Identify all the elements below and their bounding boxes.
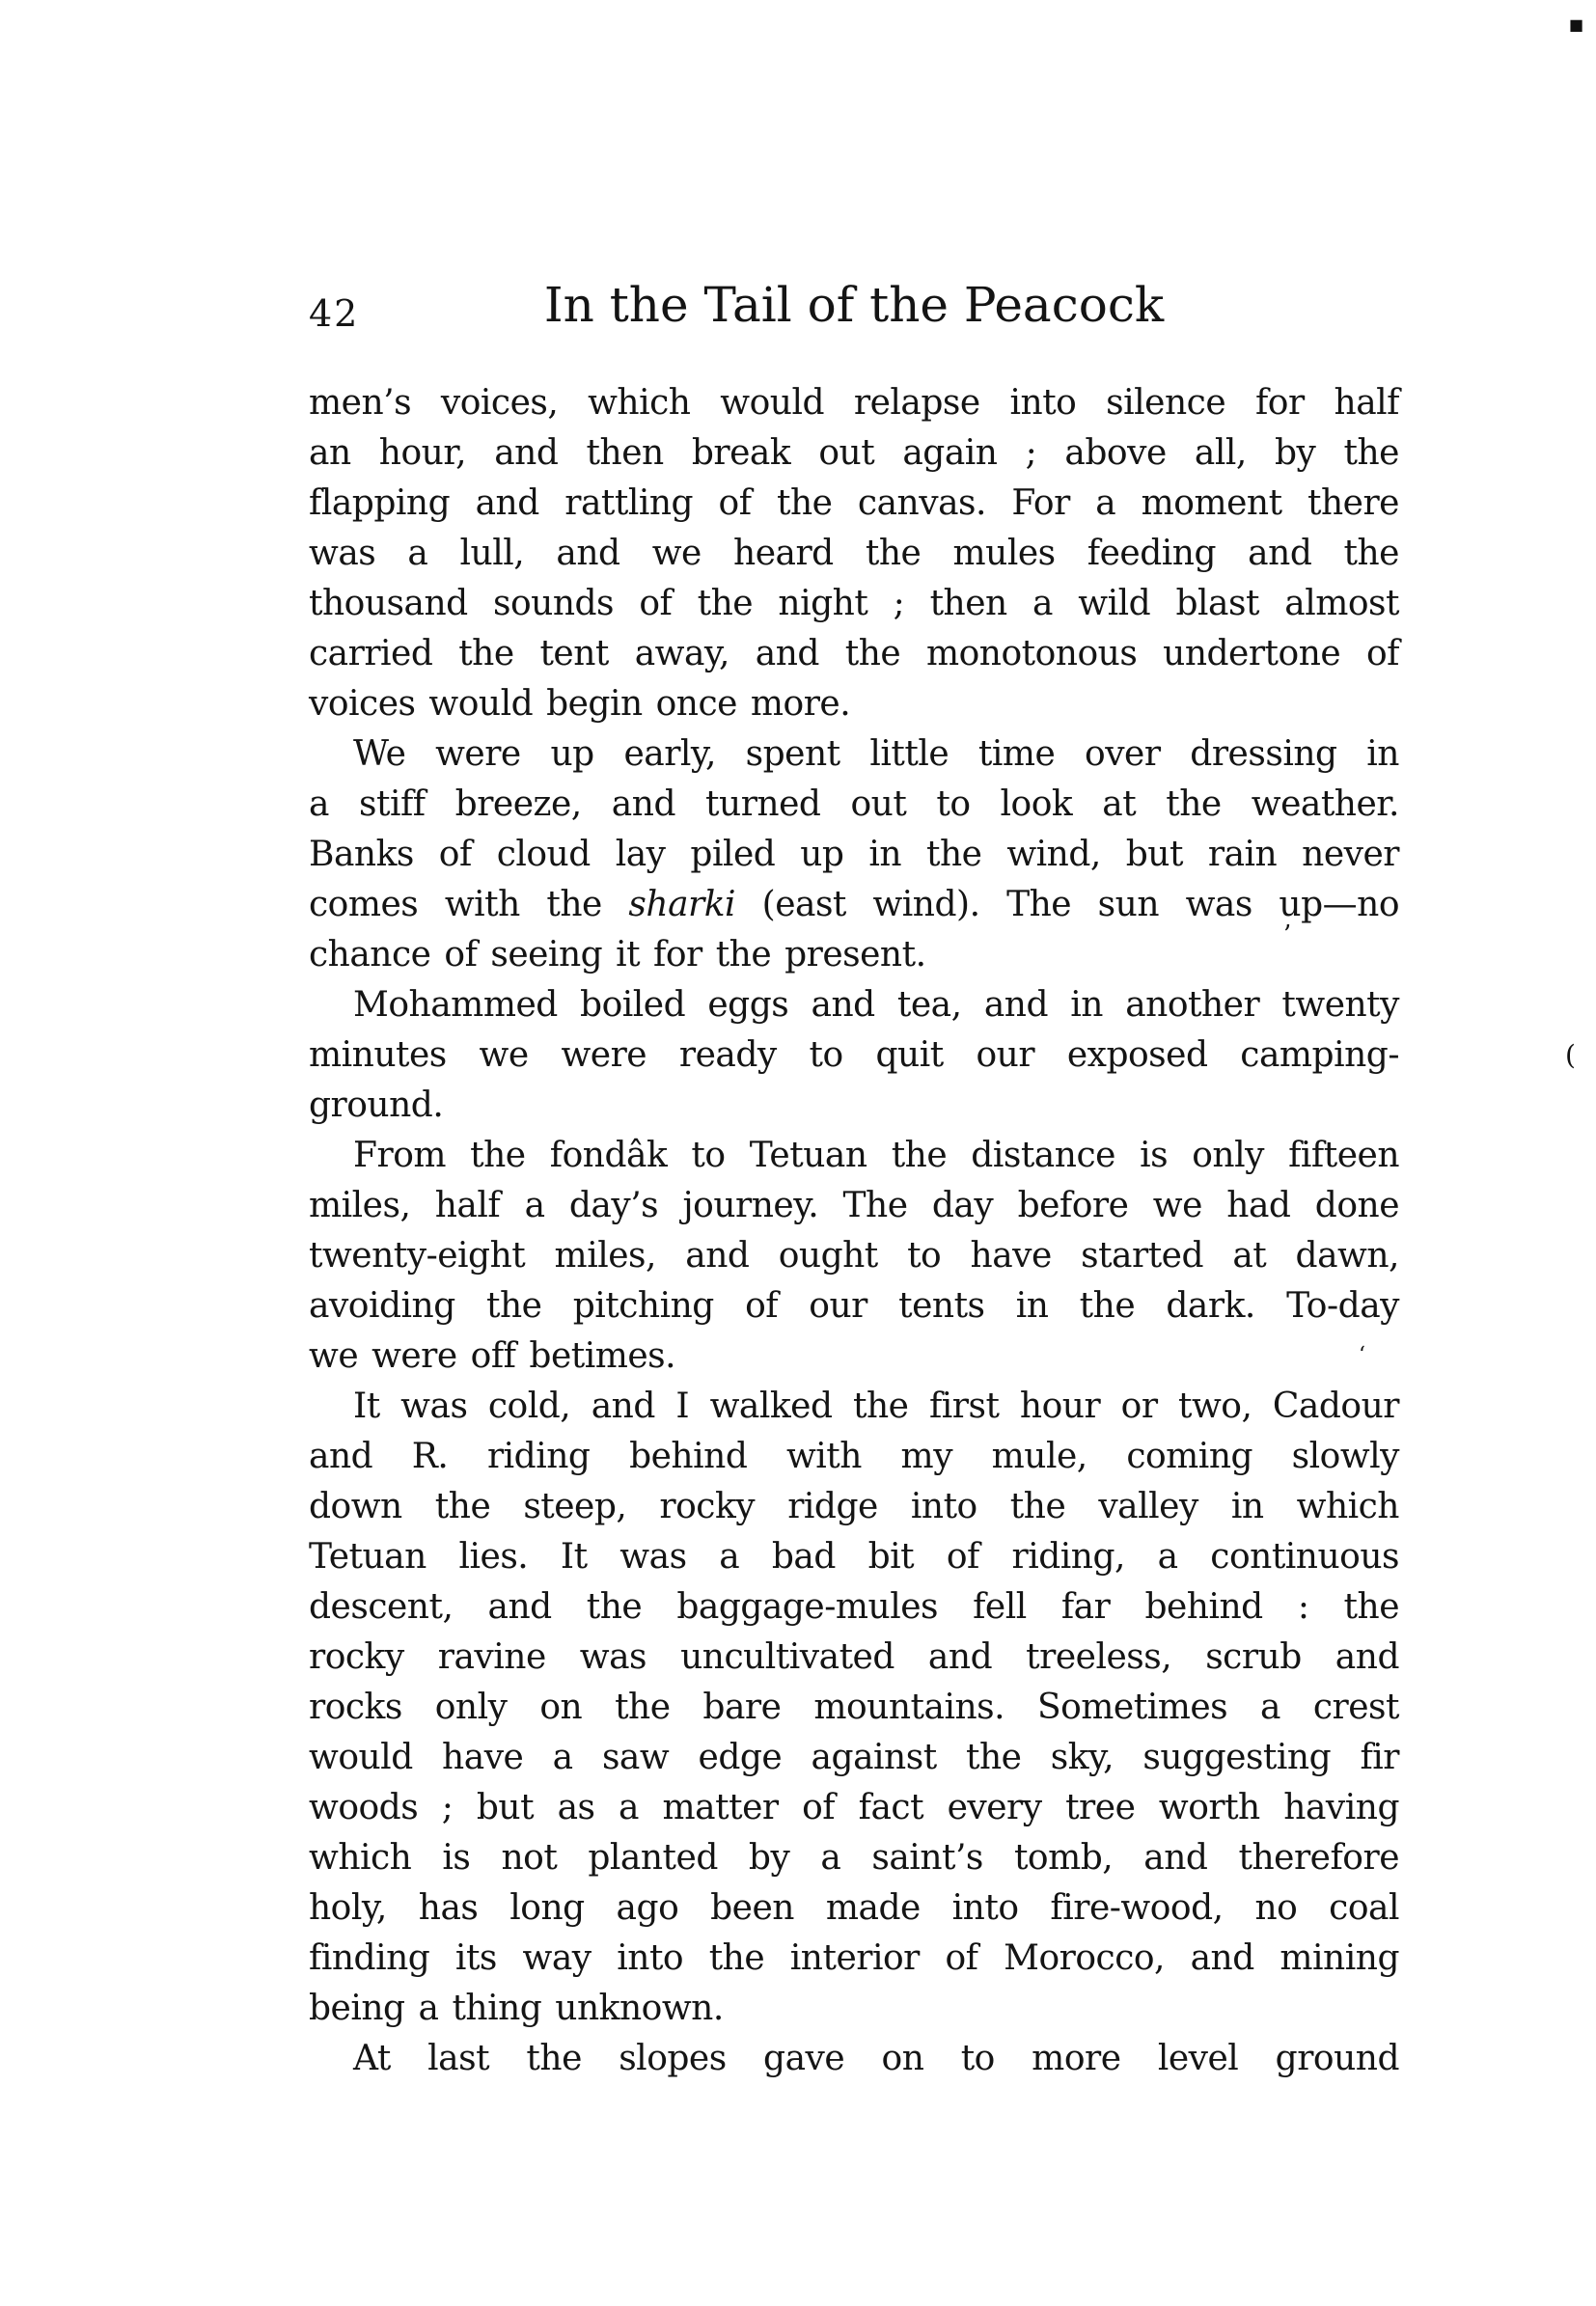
text-segment: which is not planted by a saint’s tomb, and therefore [309,1838,1399,1878]
page-number: 42 [309,292,360,335]
text-line [309,1281,1399,1331]
text-line [309,1432,1399,1482]
text-segment: Banks of cloud lay piled up in the wind, but rain never [309,835,1399,874]
text-line [309,1984,1399,2034]
text-segment: was a lull, and we heard the mules feeding and the [309,534,1399,573]
text-segment: holy, has long ago been made into fire-wood, no coal [309,1888,1399,1928]
text-line [309,2034,1399,2084]
text-line [309,980,1399,1030]
text-line [309,1081,1399,1131]
text-line [309,1030,1399,1081]
stray-tick-mark: ‘ [1359,1343,1365,1367]
text-line [309,1331,1399,1382]
text-line [309,428,1399,479]
text-line [309,579,1399,629]
text-line [309,830,1399,880]
text-segment: It was cold, and I walked the first hour or two, Cadour [353,1386,1399,1426]
text-line [309,1181,1399,1231]
text-segment: At last the slopes gave on to more level ground [353,2039,1399,2078]
text-segment: being a thing unknown. [309,1989,724,2028]
text-line [309,1633,1399,1683]
text-segment: and R. riding behind with my mule, coming slowly [309,1437,1399,1476]
body-text [309,378,1399,2084]
text-segment: we were off betimes. [309,1336,676,1376]
ink-blot: ■ [1569,15,1584,34]
text-line [309,880,1399,930]
text-segment: down the steep, rocky ridge into the valley in which [309,1487,1399,1526]
text-segment: chance of seeing it for the present. [309,935,926,975]
text-segment: flapping and rattling of the canvas. For a moment there [309,483,1399,523]
text-line [309,1883,1399,1934]
text-line [309,378,1399,428]
text-segment: voices would begin once more. [309,684,851,724]
text-segment: an hour, and then break out again ; above all, by the [309,433,1399,473]
text-segment: ground. [309,1085,444,1125]
text-segment: finding its way into the interior of Morocco, and mining [309,1938,1399,1978]
text-segment: Mohammed boiled eggs and tea, and in another twenty [353,985,1399,1025]
text-segment: minutes we were ready to quit our exposed camping- [309,1035,1399,1075]
text-segment: rocks only on the bare mountains. Sometimes a crest [309,1688,1399,1727]
text-line [309,729,1399,780]
text-segment: thousand sounds of the night ; then a wild blast almost [309,584,1399,623]
text-line [309,1582,1399,1633]
text-line [309,1131,1399,1181]
text-segment: avoiding the pitching of our tents in the dark. To-day [309,1286,1399,1326]
text-segment: men’s voices, which would relapse into silence for half [309,383,1399,423]
text-segment: woods ; but as a matter of fact every tree worth having [309,1788,1399,1827]
text-line [309,1532,1399,1582]
text-line [309,479,1399,529]
text-line [309,1683,1399,1733]
text-segment: rocky ravine was uncultivated and treeless, scrub and [309,1637,1399,1677]
text-line [309,1833,1399,1883]
text-line [309,930,1399,980]
stray-paren-mark: ( [1565,1039,1576,1071]
text-line [309,679,1399,729]
text-segment: comes with the [309,885,629,924]
text-segment: Tetuan lies. It was a bad bit of riding, a continuous [309,1537,1399,1577]
text-line [309,529,1399,579]
text-line [309,1231,1399,1281]
text-segment: would have a saw edge against the sky, suggesting fir [309,1738,1399,1777]
text-segment: (east wind). The sun was up—no [735,885,1399,924]
text-segment: From the fondâk to Tetuan the distance is only fifteen [353,1136,1399,1175]
text-line [309,629,1399,679]
text-segment: miles, half a day’s journey. The day before we had done [309,1186,1399,1225]
text-segment: a stiff breeze, and turned out to look at the weather. [309,784,1399,824]
text-line [309,1934,1399,1984]
text-line [309,1382,1399,1432]
text-line [309,1733,1399,1783]
text-line [309,780,1399,830]
text-segment: carried the tent away, and the monotonous undertone of [309,634,1399,673]
italic-word: sharki [628,885,736,924]
text-segment: twenty-eight miles, and ought to have started at dawn, [309,1236,1399,1276]
stray-apostrophe-mark: ’ [1283,920,1292,949]
text-segment: descent, and the baggage-mules fell far behind : the [309,1587,1399,1627]
text-segment: We were up early, spent little time over dressing in [353,734,1399,774]
running-title: In the Tail of the Peacock [543,277,1165,333]
text-line [309,1783,1399,1833]
text-line [309,1482,1399,1532]
